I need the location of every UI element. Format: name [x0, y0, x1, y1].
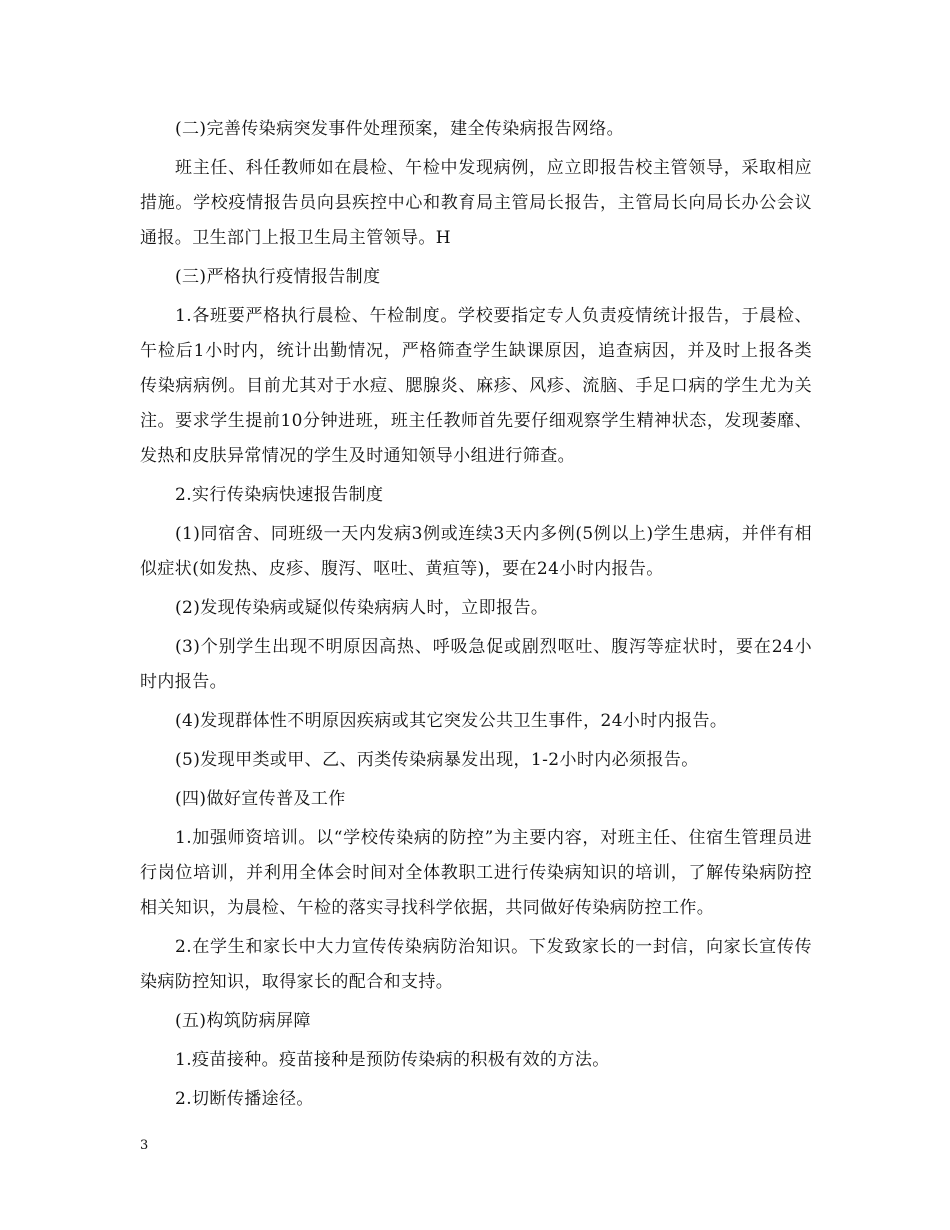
paragraph-item-4: (4)发现群体性不明原因疾病或其它突发公共卫生事件，24小时内报告。	[175, 711, 728, 731]
paragraph-section-3-heading: (三)严格执行疫情报告制度	[175, 267, 381, 287]
paragraph-item-2: (2)发现传染病或疑似传染病病人时，立即报告。	[175, 598, 549, 618]
paragraph-item-3: (3)个别学生出现不明原因高热、呼吸急促或剧烈呕吐、腹泻等症状时，要在24小时内报告。	[140, 637, 812, 692]
paragraph-section-4-heading: (四)做好宣传普及工作	[175, 789, 346, 809]
paragraph-fast-report-heading: 2.实行传染病快速报告制度	[175, 485, 384, 505]
paragraph-cut-transmission: 2.切断传播途径。	[175, 1089, 314, 1109]
paragraph-teacher-training: 1.加强师资培训。以“学校传染病的防控”为主要内容，对班主任、住宿生管理员进行岗位培训，并利用全体会时间对全体教职工进行传染病知识的培训，了解传染病防控相关知识，为晨检、午检的落实寻找科学依据，共同做好传染病防控工作。	[140, 828, 812, 918]
paragraph-item-1: (1)同宿舍、同班级一天内发病3例或连续3天内多例(5例以上)学生患病，并伴有相似症状(如发热、皮疹、腹泻、呕吐、黄疸等)，要在24小时内报告。	[140, 524, 812, 579]
paragraph-item-5: (5)发现甲类或甲、乙、丙类传染病暴发出现，1-2小时内必须报告。	[175, 750, 699, 770]
paragraph-parent-outreach: 2.在学生和家长中大力宣传传染病防治知识。下发致家长的一封信，向家长宣传传染病防控知识，取得家长的配合和支持。	[140, 937, 812, 992]
paragraph-morning-noon-check: 1.各班要严格执行晨检、午检制度。学校要指定专人负责疫情统计报告，于晨检、午检后1小时内，统计出勤情况，严格筛查学生缺课原因，追查病因，并及时上报各类传染病病例。目前尤其对于水痘、腮腺炎、麻疹、风疹、流脑、手足口病的学生尤为关注。要求学生提前10分钟进班，班主任教师首先要仔细观察学生精神状态，发现萎靡、发热和皮肤异常情况的学生及时通知领导小组进行筛查。	[140, 306, 812, 466]
page-number: 3	[140, 1138, 149, 1153]
paragraph-section-5-heading: (五)构筑防病屏障	[175, 1011, 311, 1031]
document-body	[140, 112, 812, 1121]
paragraph-section-2-heading: (二)完善传染病突发事件处理预案，建全传染病报告网络。	[175, 119, 625, 139]
paragraph-reporting-chain: 班主任、科任教师如在晨检、午检中发现病例，应立即报告校主管领导，采取相应措施。学校疫情报告员向县疾控中心和教育局主管局长报告，主管局长向局长办公会议通报。卫生部门上报卫生局主管领导。H	[140, 158, 812, 248]
paragraph-vaccination: 1.疫苗接种。疫苗接种是预防传染病的积极有效的方法。	[175, 1050, 610, 1070]
